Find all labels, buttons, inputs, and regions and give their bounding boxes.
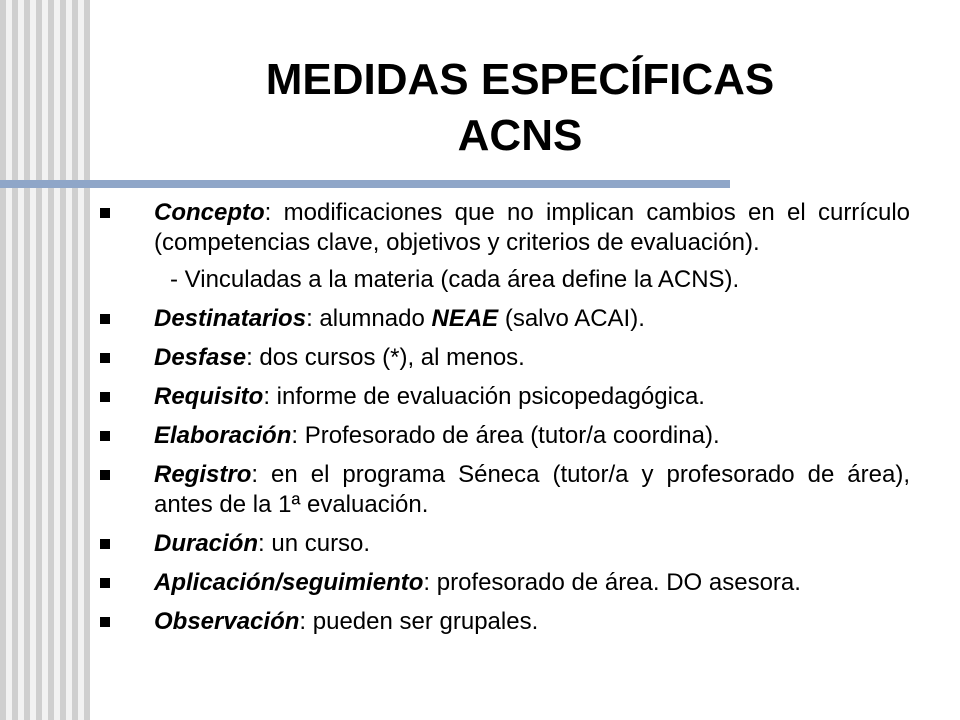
title-divider [0,180,730,188]
item-term: Registro [154,461,252,488]
item-text: : dos cursos (*), al menos. [246,344,525,371]
item-emphasis: NEAE [431,305,499,332]
bullet-list [100,198,910,646]
item-text: : informe de evaluación psicopedagógica. [263,383,705,410]
item-text: : alumnado [306,305,432,332]
bullet-square-icon [100,578,110,588]
bullet-square-icon [100,353,110,363]
slide-title [150,52,890,164]
item-text: : pueden ser grupales. [299,608,539,635]
sub-line-vinculadas: - Vinculadas a la materia (cada área define la ACNS). [170,266,740,293]
item-term: Aplicación/seguimiento [154,569,424,596]
title-line-2: ACNS [457,111,583,160]
bullet-square-icon [100,208,110,218]
bullet-square-icon [100,617,110,627]
item-term: Observación [154,608,300,635]
list-item-registro [100,460,910,520]
item-term: Elaboración [154,422,292,449]
item-text: : en el programa Séneca (tutor/a y profesorado de área), antes de la 1ª evaluación. [154,461,910,518]
bullet-square-icon [100,431,110,441]
bullet-square-icon [100,470,110,480]
bullet-square-icon [100,539,110,549]
item-text: : profesorado de área. DO asesora. [423,569,801,596]
list-item-duracion [100,529,910,559]
item-text: : Profesorado de área (tutor/a coordina). [291,422,720,449]
title-line-1: MEDIDAS ESPECÍFICAS [265,55,775,104]
item-text-end: (salvo ACAI). [498,305,645,332]
list-item-concepto [100,198,910,258]
item-term: Concepto [154,199,265,226]
item-term: Requisito [154,383,264,410]
item-text: : modificaciones que no implican cambios en el currículo (competencias clave, objetivos y criterios de evaluación). [154,199,910,256]
list-item-requisito [100,382,910,412]
list-item-destinatarios [100,304,910,334]
bullet-square-icon [100,392,110,402]
list-item-aplicacion [100,568,910,598]
list-item-desfase [100,343,910,373]
item-text: : un curso. [258,530,371,557]
bullet-square-icon [100,314,110,324]
item-term: Desfase [154,344,247,371]
item-term: Duración [154,530,259,557]
decorative-stripes [0,0,90,720]
list-item-observacion [100,607,910,637]
item-term: Destinatarios [154,305,307,332]
list-item-elaboracion [100,421,910,451]
